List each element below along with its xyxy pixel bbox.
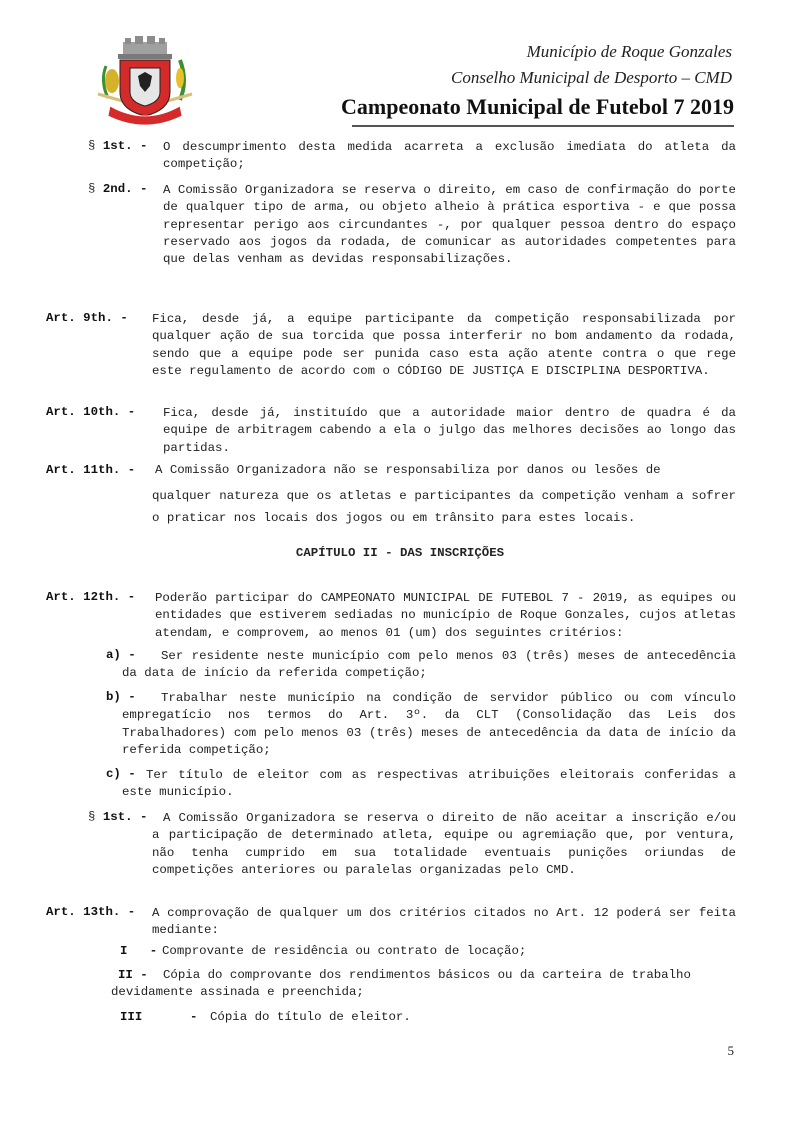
- paragraph-label: § 2nd. -: [88, 182, 155, 196]
- item-label: III: [120, 1010, 143, 1024]
- item-text: Ser residente neste município com pelo menos 03 (três) meses de antecedência da data de início da referida competição;: [122, 649, 736, 681]
- shield-icon: [120, 60, 170, 116]
- article-text: Fica, desde já, instituído que a autoridade maior dentro de quadra é da equipe de arbitragem cabendo a ela o julgo das melhores decisões ao longo das partidas.: [163, 406, 736, 455]
- article-label: Art. 9th. -: [46, 311, 136, 325]
- item-text: Comprovante de residência ou contrato de locação;: [162, 944, 527, 958]
- item-label: II -: [118, 968, 156, 982]
- item-text: Cópia do título de eleitor.: [210, 1010, 411, 1024]
- article-text: [152, 905, 736, 940]
- article-body: Fica, desde já, a equipe participante da competição responsabilizada por qualquer ação de sua torcida que possa interferir no bom andamento da rodada, sendo que a equipe pode ser punida caso esta ação atente contra o que rege este regulamento de acordo com o CÓDIGO DE JUSTIÇA E DISCIPLINA DESPORTIVA.: [152, 312, 736, 378]
- paragraph-label: § 1st. -: [88, 139, 155, 153]
- header-municipality: Município de Roque Gonzales: [526, 42, 732, 61]
- item-label: b) -: [106, 690, 144, 704]
- item-text-line1: Cópia do comprovante dos rendimentos básicos ou da carteira de trabalho: [163, 968, 691, 982]
- chapter-heading: CAPÍTULO II - DAS INSCRIÇÕES: [295, 546, 505, 560]
- header-council: Conselho Municipal de Desporto – CMD: [451, 68, 732, 87]
- item-text: Ter título de eleitor com as respectivas atribuições eleitorais conferidas a este município.: [122, 768, 736, 800]
- item-label: c) -: [106, 767, 144, 781]
- article-text-line1: A Comissão Organizadora não se responsabiliza por danos ou lesões de: [155, 463, 661, 477]
- page-number: 5: [727, 1043, 734, 1058]
- article-label: Art. 13th. -: [46, 905, 143, 919]
- item-text: devidamente assinada e preenchida;: [111, 985, 364, 999]
- item-label: a) -: [106, 648, 144, 662]
- article-text: qualquer natureza que os atletas e participantes da competição venham a sofrer o praticar nos locais dos jogos ou em trânsito para estes locais.: [152, 489, 736, 525]
- header-document-title: Campeonato Municipal de Futebol 7 2019: [341, 94, 734, 119]
- article-text: [152, 311, 736, 380]
- article-body: A comprovação de qualquer um dos critérios citados no Art. 12 poderá ser feita mediante:: [152, 906, 736, 938]
- paragraph-text: O descumprimento desta medida acarreta a exclusão imediata do atleta da competição;: [163, 140, 736, 172]
- item-text: Trabalhar neste município na condição de servidor público ou com vínculo empregatício nos termos do Art. 3º. da CLT (Consolidação das Leis dos Trabalhadores) com pelo menos 03 (três) meses de antecedência da data de início da referida competição;: [122, 691, 736, 757]
- article-label: Art. 11th. -: [46, 463, 143, 477]
- paragraph-label: § 1st. -: [88, 810, 155, 824]
- article-label: Art. 12th. -: [46, 590, 143, 604]
- paragraph-text: A Comissão Organizadora se reserva o direito, em caso de confirmação do porte de qualquer tipo de arma, ou objeto alheio à prática esportiva - e que possa representar perigo aos circundantes -, por qualquer pessoa dentro do espaço reservado aos jogos da rodada, de comunicar as autoridades competentes para que delas venham as devidas responsabilizações.: [163, 183, 736, 267]
- paragraph-text: A Comissão Organizadora se reserva o direito de não aceitar a inscrição e/ou a participação de determinado atleta, equipe ou agremiação que, por ventura, não tenha cumprido em sua totalidade eventuais punições oriundas de competições anteriores ou paralelas organizadas pelo CMD.: [152, 811, 736, 877]
- item-dash: -: [190, 1010, 205, 1024]
- article-text: Poderão participar do CAMPEONATO MUNICIPAL DE FUTEBOL 7 - 2019, as equipes ou entidades que estiverem sediadas no município de Roque Gonzales, cujos atletas atendam, e comprovem, ao menos 01 (um) dos seguintes critérios:: [155, 591, 736, 640]
- crown-icon: [118, 36, 172, 59]
- item-label: I -: [120, 944, 165, 958]
- municipal-coat-of-arms-logo: [96, 36, 194, 126]
- header-divider: [352, 125, 734, 127]
- article-label: Art. 10th. -: [46, 405, 143, 419]
